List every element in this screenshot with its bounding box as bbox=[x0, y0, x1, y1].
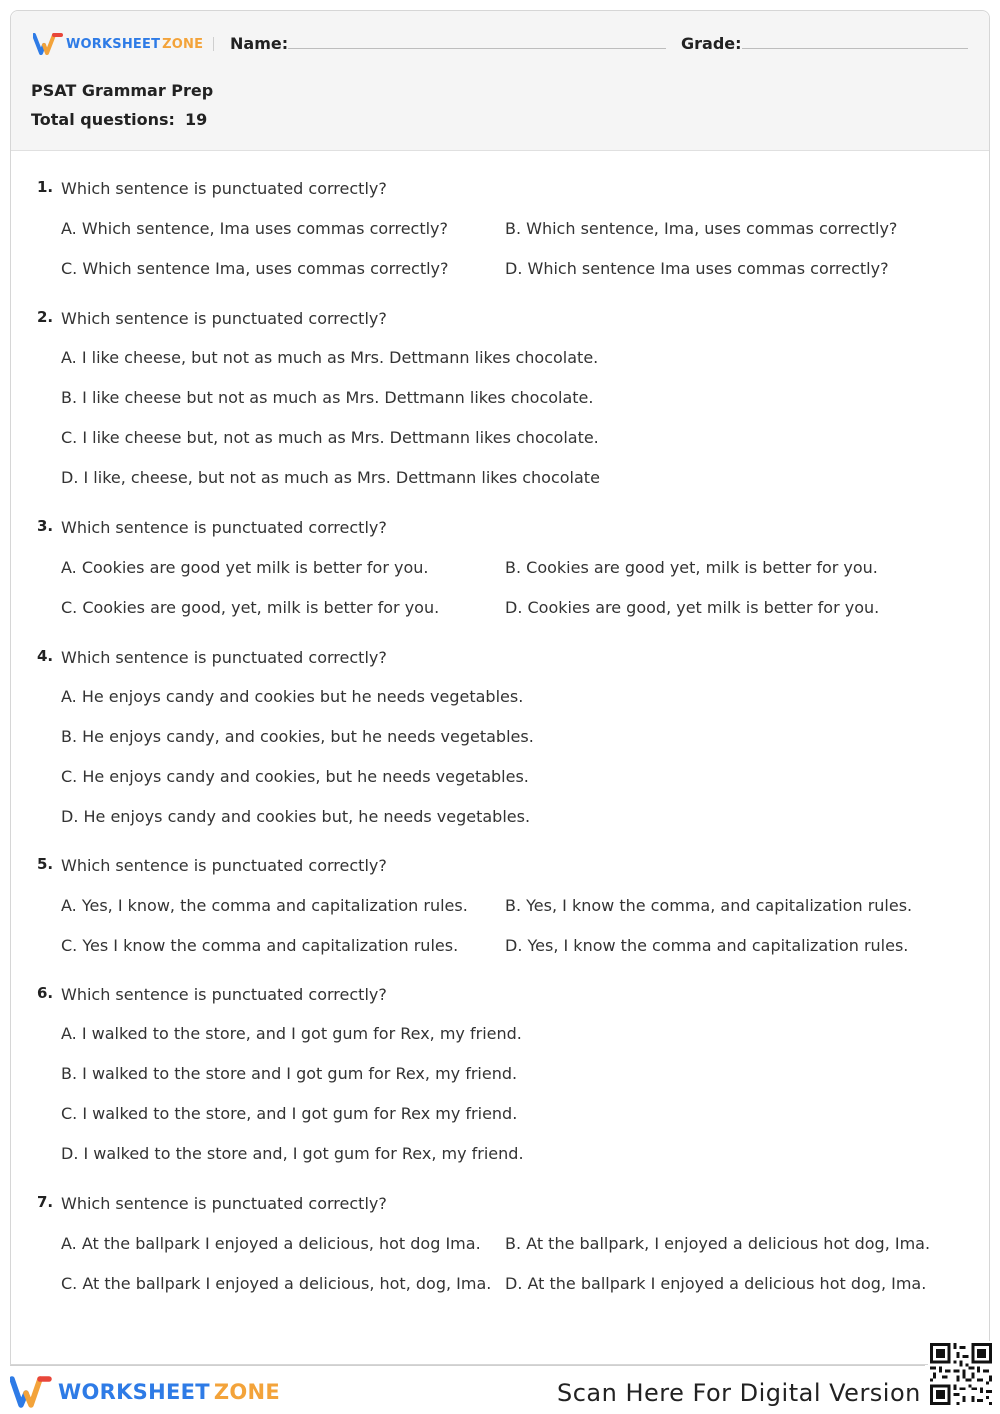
answer-option-c[interactable]: C. At the ballpark I enjoyed a delicious, hot, dog, Ima. bbox=[61, 1273, 492, 1293]
question-number: 1. bbox=[37, 178, 54, 196]
brand-logo-small bbox=[33, 33, 203, 55]
total-questions bbox=[31, 110, 207, 129]
brand-text-worksheet: WORKSHEET bbox=[66, 36, 161, 52]
brand-text-zone: ZONE bbox=[162, 36, 204, 52]
answer-option-c[interactable]: C. I like cheese but, not as much as Mrs. Dettmann likes chocolate. bbox=[61, 428, 599, 447]
brand-logo-footer bbox=[10, 1376, 280, 1408]
brand-w-icon bbox=[33, 33, 63, 55]
scan-instruction: Scan Here For Digital Version bbox=[557, 1379, 921, 1407]
question-text: Which sentence is punctuated correctly? bbox=[61, 856, 387, 875]
answer-option-d[interactable]: D. At the ballpark I enjoyed a delicious hot dog, Ima. bbox=[505, 1273, 927, 1293]
question-number: 6. bbox=[37, 984, 54, 1002]
footer-brand-zone: ZONE bbox=[213, 1380, 281, 1404]
question-number: 4. bbox=[37, 647, 54, 665]
answer-option-b[interactable]: B. I walked to the store and I got gum for Rex, my friend. bbox=[61, 1064, 518, 1083]
question-number: 5. bbox=[37, 855, 54, 873]
answer-option-b[interactable]: B. Yes, I know the comma, and capitalization rules. bbox=[505, 896, 913, 915]
question-text: Which sentence is punctuated correctly? bbox=[61, 985, 387, 1004]
worksheet-page bbox=[10, 10, 990, 1365]
answer-option-d[interactable]: D. Cookies are good, yet milk is better for you. bbox=[505, 597, 880, 617]
answer-option-b[interactable]: B. At the ballpark, I enjoyed a delicious hot dog, Ima. bbox=[505, 1234, 931, 1253]
answer-option-b[interactable]: B. Which sentence, Ima, uses commas correctly? bbox=[505, 219, 898, 238]
qr-code-icon[interactable] bbox=[928, 1341, 994, 1407]
question-number: 2. bbox=[37, 308, 54, 326]
question-text: Which sentence is punctuated correctly? bbox=[61, 648, 387, 667]
answer-option-b[interactable]: B. I like cheese but not as much as Mrs. Dettmann likes chocolate. bbox=[61, 388, 594, 407]
question-number: 7. bbox=[37, 1193, 54, 1211]
name-field[interactable] bbox=[288, 48, 666, 49]
answer-option-c[interactable]: C. Cookies are good, yet, milk is better for you. bbox=[61, 597, 440, 617]
answer-option-b[interactable]: B. Cookies are good yet, milk is better for you. bbox=[505, 558, 878, 577]
answer-option-a[interactable]: A. I walked to the store, and I got gum for Rex, my friend. bbox=[61, 1024, 522, 1043]
question-text: Which sentence is punctuated correctly? bbox=[61, 309, 387, 328]
answer-option-d[interactable]: D. I like, cheese, but not as much as Mrs. Dettmann likes chocolate bbox=[61, 468, 600, 487]
answer-option-a[interactable]: A. He enjoys candy and cookies but he needs vegetables. bbox=[61, 687, 524, 706]
answer-option-a[interactable]: A. I like cheese, but not as much as Mrs. Dettmann likes chocolate. bbox=[61, 348, 599, 367]
total-questions-value: 19 bbox=[184, 110, 208, 129]
brand-w-icon bbox=[10, 1376, 52, 1408]
question-number: 3. bbox=[37, 517, 54, 535]
answer-option-d[interactable]: D. I walked to the store and, I got gum for Rex, my friend. bbox=[61, 1144, 524, 1163]
answer-option-d[interactable]: D. He enjoys candy and cookies but, he needs vegetables. bbox=[61, 807, 531, 826]
answer-option-a[interactable]: A. Cookies are good yet milk is better for you. bbox=[61, 558, 429, 577]
answer-option-a[interactable]: A. Which sentence, Ima uses commas correctly? bbox=[61, 219, 449, 238]
answer-option-c[interactable]: C. Yes I know the comma and capitalization rules. bbox=[61, 935, 459, 955]
answer-option-a[interactable]: A. Yes, I know, the comma and capitalization rules. bbox=[61, 896, 468, 915]
grade-field[interactable] bbox=[742, 48, 968, 49]
footer-divider bbox=[10, 1365, 925, 1366]
answer-option-a[interactable]: A. At the ballpark I enjoyed a delicious, hot dog Ima. bbox=[61, 1234, 481, 1253]
question-text: Which sentence is punctuated correctly? bbox=[61, 179, 387, 198]
question-text: Which sentence is punctuated correctly? bbox=[61, 518, 387, 537]
answer-option-c[interactable]: C. I walked to the store, and I got gum for Rex my friend. bbox=[61, 1104, 518, 1123]
answer-option-d[interactable]: D. Yes, I know the comma and capitalization rules. bbox=[505, 935, 909, 955]
worksheet-header bbox=[11, 11, 989, 151]
answer-option-c[interactable]: C. He enjoys candy and cookies, but he needs vegetables. bbox=[61, 767, 529, 786]
footer-brand-worksheet: WORKSHEET bbox=[58, 1380, 210, 1404]
header-divider bbox=[213, 37, 214, 51]
answer-option-c[interactable]: C. Which sentence Ima, uses commas correctly? bbox=[61, 258, 449, 278]
question-text: Which sentence is punctuated correctly? bbox=[61, 1194, 387, 1213]
answer-option-b[interactable]: B. He enjoys candy, and cookies, but he needs vegetables. bbox=[61, 727, 534, 746]
name-label: Name: bbox=[230, 34, 289, 53]
grade-label: Grade: bbox=[681, 34, 742, 53]
answer-option-d[interactable]: D. Which sentence Ima uses commas correctly? bbox=[505, 258, 889, 278]
total-questions-label: Total questions: bbox=[31, 110, 175, 129]
worksheet-title: PSAT Grammar Prep bbox=[31, 81, 214, 100]
